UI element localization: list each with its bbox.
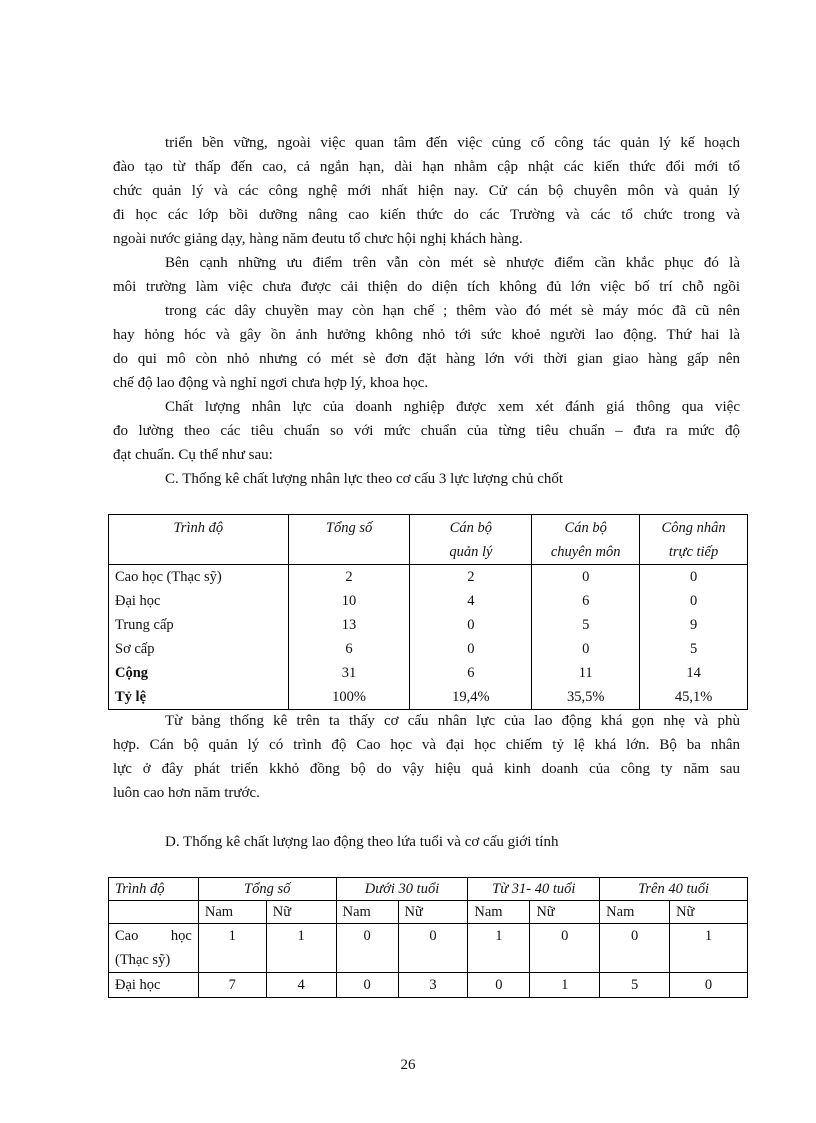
header-under-30: Dưới 30 tuổi xyxy=(336,878,468,901)
header-male: Nam xyxy=(198,901,266,924)
table-row xyxy=(109,589,748,613)
row-label: Tỷ lệ xyxy=(109,685,289,710)
text-line: đi học các lớp bồi dưỡng nâng cao kiến thức do các Trường và các tổ chức trong và xyxy=(113,207,740,223)
text-line: đào tạo từ thấp đến cao, cả ngắn hạn, dài hạn nhằm cập nhật các kiến thức đổi mới tổ xyxy=(113,159,740,175)
text-line: Từ bảng thống kê trên ta thấy cơ cấu nhân lực của lao động khá gọn nhẹ và phù xyxy=(165,713,740,729)
table-row xyxy=(109,973,748,998)
table-row-total xyxy=(109,661,748,685)
paragraph-analysis xyxy=(113,709,740,805)
cell-value: 0 xyxy=(336,973,398,998)
cell-specialist: 0 xyxy=(532,565,640,590)
cell-specialist: 11 xyxy=(532,661,640,685)
cell-worker: 9 xyxy=(640,613,748,637)
cell-value: 0 xyxy=(468,973,530,998)
cell-worker: 0 xyxy=(640,565,748,590)
text-line: chức quản lý và các công nghệ mới nhất hiện nay. Cử cán bộ chuyên môn và quản lý xyxy=(113,183,740,199)
cell-value: 0 xyxy=(398,924,468,973)
cell-value: 1 xyxy=(266,924,336,973)
cell-value: 1 xyxy=(468,924,530,973)
cell-value: 3 xyxy=(398,973,468,998)
row-label: Trung cấp xyxy=(109,613,289,637)
cell-value: 5 xyxy=(600,973,670,998)
text-line: chế độ lao động và nghỉ ngơi chưa hợp lý, khoa học. xyxy=(113,375,429,391)
cell-value: 0 xyxy=(530,924,600,973)
table-subheader-row xyxy=(109,901,748,924)
row-label: Đại học xyxy=(109,973,199,998)
header-male: Nam xyxy=(468,901,530,924)
table-age-gender xyxy=(108,877,748,998)
page-number: 26 xyxy=(400,1057,416,1073)
text-line: trong các dây chuyền may còn hạn chế ; thêm vào đó mét sè máy móc đã cũ nên xyxy=(165,303,740,319)
header-specialist: Cán bộ chuyên môn xyxy=(532,515,640,565)
text-line: luôn cao hơn năm trước. xyxy=(113,785,260,801)
cell-specialist: 35,5% xyxy=(532,685,640,710)
cell-total: 6 xyxy=(288,637,410,661)
header-manager: Cán bộ quản lý xyxy=(410,515,532,565)
cell-total: 2 xyxy=(288,565,410,590)
text-line: môi trường làm việc chưa được cải thiện do diện tích không đủ lớn việc bố trí chỗ ngồi xyxy=(113,279,740,295)
header-female: Nữ xyxy=(670,901,748,924)
table-row-ratio xyxy=(109,685,748,710)
header-female: Nữ xyxy=(398,901,468,924)
cell-manager: 2 xyxy=(410,565,532,590)
text-line: ngoài nước giảng dạy, hàng năm đeutu tổ chưc hội nghị khách hàng. xyxy=(113,231,523,247)
header-level: Trình độ xyxy=(109,878,199,901)
cell-value: 0 xyxy=(670,973,748,998)
cell-total: 13 xyxy=(288,613,410,637)
cell-value: 1 xyxy=(198,924,266,973)
text-line: đạt chuẩn. Cụ thể như sau: xyxy=(113,447,273,463)
cell-manager: 4 xyxy=(410,589,532,613)
table-row xyxy=(109,565,748,590)
header-male: Nam xyxy=(600,901,670,924)
cell-worker: 5 xyxy=(640,637,748,661)
table-staff-structure xyxy=(108,514,748,710)
cell-total: 100% xyxy=(288,685,410,710)
cell-manager: 6 xyxy=(410,661,532,685)
heading-table-c: C. Thống kê chất lượng nhân lực theo cơ cấu 3 lực lượng chủ chốt xyxy=(165,471,564,487)
text-line: do qui mô còn nhỏ nhưng có mét sè đơn đặt hàng lớn với thời gian giao hàng gấp nên xyxy=(113,351,740,367)
cell-total: 31 xyxy=(288,661,410,685)
row-label: Cao học (Thạc sỹ) xyxy=(109,565,289,590)
text-line: Chất lượng nhân lực của doanh nghiệp được xem xét đánh giá thông qua việc xyxy=(165,399,740,415)
header-worker: Công nhân trực tiếp xyxy=(640,515,748,565)
text-line: đo lường theo các tiêu chuẩn so với mức chuẩn của từng tiêu chuẩn – đưa ra mức độ xyxy=(113,423,740,439)
text-line: hợp. Cán bộ quản lý có trình độ Cao học và đại học chiếm tỷ lệ khá lớn. Bộ ba nhân xyxy=(113,737,740,753)
cell-manager: 0 xyxy=(410,637,532,661)
cell-manager: 0 xyxy=(410,613,532,637)
header-female: Nữ xyxy=(266,901,336,924)
text-line: lực ở đây phát triển kkhỏ đồng bộ do vậy hiệu quả kinh doanh của công ty năm sau xyxy=(113,761,740,777)
header-female: Nữ xyxy=(530,901,600,924)
row-label: Đại học xyxy=(109,589,289,613)
paragraph-weaknesses xyxy=(113,251,740,395)
text-line: Bên cạnh những ưu điểm trên vẫn còn mét sè nhược điểm cần khắc phục đó là xyxy=(165,255,740,271)
cell-total: 10 xyxy=(288,589,410,613)
header-total: Tổng số xyxy=(288,515,410,565)
header-empty xyxy=(109,901,199,924)
header-total: Tổng số xyxy=(198,878,336,901)
paragraph-training xyxy=(113,131,740,251)
table-row xyxy=(109,637,748,661)
cell-value: 4 xyxy=(266,973,336,998)
cell-worker: 45,1% xyxy=(640,685,748,710)
cell-worker: 14 xyxy=(640,661,748,685)
table-row xyxy=(109,924,748,973)
table-row xyxy=(109,613,748,637)
text-line: triển bền vững, ngoài việc quan tâm đến việc củng cố công tác quản lý kế hoạch xyxy=(165,135,740,151)
cell-value: 1 xyxy=(530,973,600,998)
cell-value: 0 xyxy=(600,924,670,973)
row-label: Sơ cấp xyxy=(109,637,289,661)
cell-value: 0 xyxy=(336,924,398,973)
cell-specialist: 0 xyxy=(532,637,640,661)
cell-specialist: 6 xyxy=(532,589,640,613)
cell-worker: 0 xyxy=(640,589,748,613)
header-male: Nam xyxy=(336,901,398,924)
heading-table-d: D. Thống kê chất lượng lao động theo lứa tuổi và cơ cấu giới tính xyxy=(165,834,559,850)
row-label: Cộng xyxy=(109,661,289,685)
paragraph-quality xyxy=(113,395,740,467)
text-line: hay hỏng hóc và gây ồn ảnh hưởng không nhỏ tới sức khoẻ người lao động. Thứ hai là xyxy=(113,327,740,343)
header-level: Trình độ xyxy=(109,515,289,565)
cell-value: 7 xyxy=(198,973,266,998)
table-header-row xyxy=(109,515,748,565)
table-header-row xyxy=(109,878,748,901)
cell-value: 1 xyxy=(670,924,748,973)
cell-specialist: 5 xyxy=(532,613,640,637)
header-31-40: Từ 31- 40 tuổi xyxy=(468,878,600,901)
cell-manager: 19,4% xyxy=(410,685,532,710)
header-over-40: Trên 40 tuổi xyxy=(600,878,748,901)
row-label: Cao học (Thạc sỹ) xyxy=(109,924,199,973)
